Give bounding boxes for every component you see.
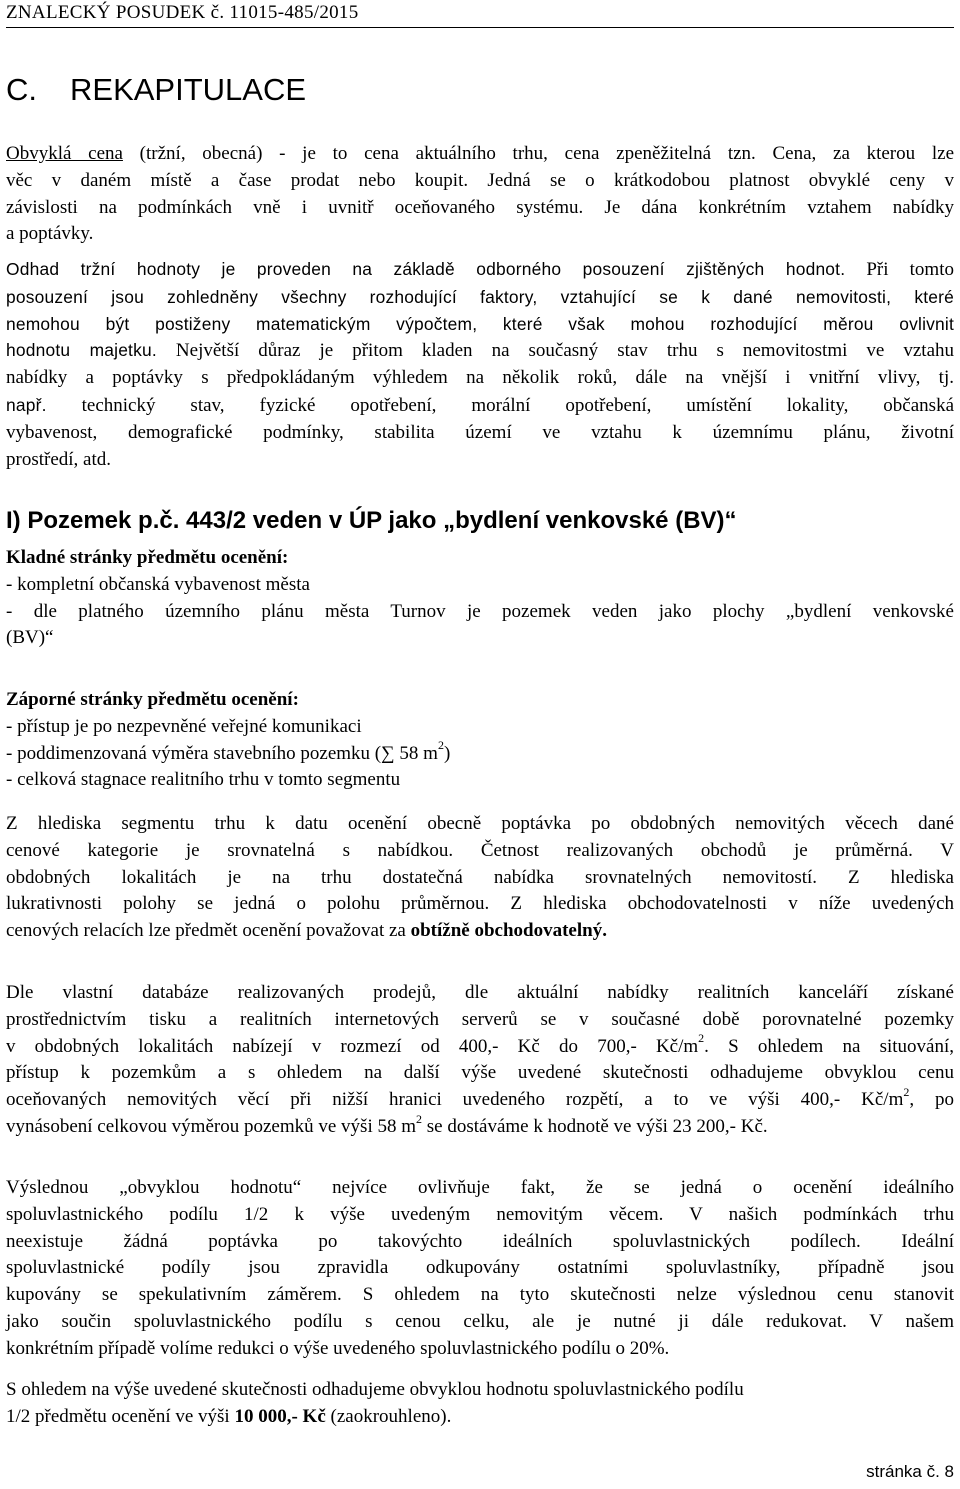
market-line: cenových relacích lze předmět ocenění považovat za obtížně obchodovatelný.	[6, 920, 607, 942]
market-line: Z hlediska segmentu trhu k datu ocenění obecně poptávka po obdobných nemovitých věcech dané	[6, 813, 954, 834]
page-number: stránka č. 8	[866, 1462, 954, 1481]
database-line: přístup k pozemkům a s ohledem na další výše uvedené skutečnosti odhadujeme obvyklou cenu	[6, 1062, 954, 1084]
intro-paragraph	[6, 141, 954, 248]
document-header: ZNALECKÝ POSUDEK č. 11015-485/2015	[6, 2, 359, 23]
conclusion-paragraph	[6, 1377, 954, 1431]
estimate-line-7: vybavenost, demografické podmínky, stabilita území ve vztahu k územnímu plánu, životní	[6, 421, 954, 443]
database-line: prostřednictvím tisku a realitních internetových serverů se v současné době porovnatelné pozemky	[6, 1008, 954, 1030]
negative-item: - přístup je po nezpevněné veřejné komunikaci	[6, 715, 362, 737]
conclusion-line: 1/2 předmětu ocenění ve výši 10 000,- Kč (zaokrouhleno).	[6, 1405, 452, 1427]
market-line: cenové kategorie je srovnatelná s nabídkou. Četnost realizovaných obchodů je průměrná. V	[6, 839, 954, 861]
estimate-line-8: prostředí, atd.	[6, 448, 112, 470]
negative-item: - poddimenzovaná výměra stavebního pozemku (∑ 58 $m^2$)	[6, 738, 451, 764]
share-paragraph	[6, 1175, 954, 1363]
conclusion-line: S ohledem na výše uvedené skutečnosti odhadujeme obvyklou hodnotu spoluvlastnického podílu	[6, 1379, 744, 1400]
estimate-line-1: Odhad tržní hodnoty je proveden na základě odborného posouzení zjištěných hodnot. Při tomto	[6, 259, 954, 280]
positive-item: - dle platného územního plánu města Turnov je pozemek veden jako plochy „bydlení venkovské	[6, 600, 954, 622]
share-line: spoluvlastnického podílu 1/2 k výše uvedeným nemovitým věcem. V našich podmínkách trhu	[6, 1203, 954, 1225]
positives-heading: Kladné stránky předmětu ocenění:	[6, 547, 289, 568]
estimate-line-5: nabídky a poptávky s předpokládaným výhledem na několik roků, dále na vnější i vnitřní vlivy, tj.	[6, 367, 954, 389]
market-paragraph	[6, 811, 954, 945]
estimate-paragraph	[6, 256, 954, 473]
share-line: Výslednou „obvyklou hodnotu“ nejvíce ovlivňuje fakt, že se jedná o ocenění ideálního	[6, 1177, 954, 1198]
market-line: obdobných lokalitách je na trhu dostatečná nabídka srovnatelných nemovitostí. Z hlediska	[6, 866, 954, 888]
share-line: jako součin spoluvlastnického podílu s cenou celku, ale je nutné ji dále redukovat. V našem	[6, 1310, 954, 1332]
share-line: kupovány se spekulativním záměrem. S ohledem na tyto skutečnosti nelze výslednou cenu stanovit	[6, 1284, 954, 1306]
section-title	[6, 72, 306, 108]
positive-item: - kompletní občanská vybavenost města	[6, 573, 310, 595]
market-conclusion-bold: obtížně obchodovatelný.	[410, 920, 607, 942]
intro-line-1: Obvyklá cena (tržní, obecná) - je to cena aktuálního trhu, cena zpeněžitelná tzn. Cena, za kterou lze	[6, 143, 954, 164]
final-value: 10 000,- Kč	[234, 1405, 326, 1427]
section-name: REKAPITULACE	[70, 72, 307, 107]
intro-line-4: a poptávky.	[6, 223, 94, 245]
parcel-heading: I) Pozemek p.č. 443/2 veden v ÚP jako „bydlení venkovské (BV)“	[6, 507, 737, 534]
share-line: spoluvlastnické podíly jsou zpravidla odkupovány ostatními spoluvlastníky, případně jsou	[6, 1257, 954, 1279]
positives-section	[6, 545, 954, 652]
estimate-line-3: nemohou být postiženy matematickým výpočtem, které však mohou rozhodující měrou ovlivnit	[6, 313, 954, 334]
negatives-heading: Záporné stránky předmětu ocenění:	[6, 689, 299, 710]
database-line: oceňovaných nemovitých věcí při nižší hranici uvedeného rozpětí, a to ve výši 400,- $Kč/m^2$, po	[6, 1084, 955, 1111]
database-paragraph	[6, 980, 954, 1141]
database-line: Dle vlastní databáze realizovaných prodejů, dle aktuální nabídky realitních kanceláří získané	[6, 982, 954, 1003]
positive-item-continuation: (BV)“	[6, 627, 54, 649]
intro-line-2: věc v daném místě a čase prodat nebo koupit. Jedná se o krátkodobou platnost obvyklé ceny v	[6, 169, 954, 191]
section-letter: C.	[6, 72, 37, 107]
estimate-line-4: hodnotu majetku. Největší důraz je přitom kladen na současný stav trhu s nemovitostmi ve vztahu	[6, 340, 954, 362]
share-line: konkrétním případě volíme redukci o výše uvedeného spoluvlastnického podílu o 20%.	[6, 1337, 670, 1359]
estimate-line-2: posouzení jsou zohledněny všechny rozhodující faktory, vztahující se k dané nemovitosti, které	[6, 286, 954, 307]
database-line: vynásobení celkovou výměrou pozemků ve výši 58 $m^2$ se dostáváme k hodnotě ve výši 23 200,- Kč.	[6, 1111, 768, 1137]
intro-term: Obvyklá cena	[6, 143, 123, 164]
share-line: neexistuje žádná poptávka po takovýchto ideálních spoluvlastnických podílech. Ideální	[6, 1230, 954, 1252]
negative-item: - celková stagnace realitního trhu v tomto segmentu	[6, 769, 401, 791]
negatives-section	[6, 687, 954, 794]
market-line: lukrativnosti polohy se jedná o polohu průměrnou. Z hlediska obchodovatelnosti v níže uvedených	[6, 893, 954, 915]
header-rule	[6, 27, 954, 28]
estimate-line-6: např. technický stav, fyzické opotřebení, morální opotřebení, umístění lokality, občanská	[6, 394, 954, 416]
database-line: v obdobných lokalitách nabízejí v rozmezí od 400,- Kč do 700,- $Kč/m^2$. S ohledem na situování,	[6, 1031, 954, 1057]
intro-line-3: závislosti na podmínkách vně i uvnitř oceňovaného systému. Je dána konkrétním vztahem nabídky	[6, 196, 954, 218]
